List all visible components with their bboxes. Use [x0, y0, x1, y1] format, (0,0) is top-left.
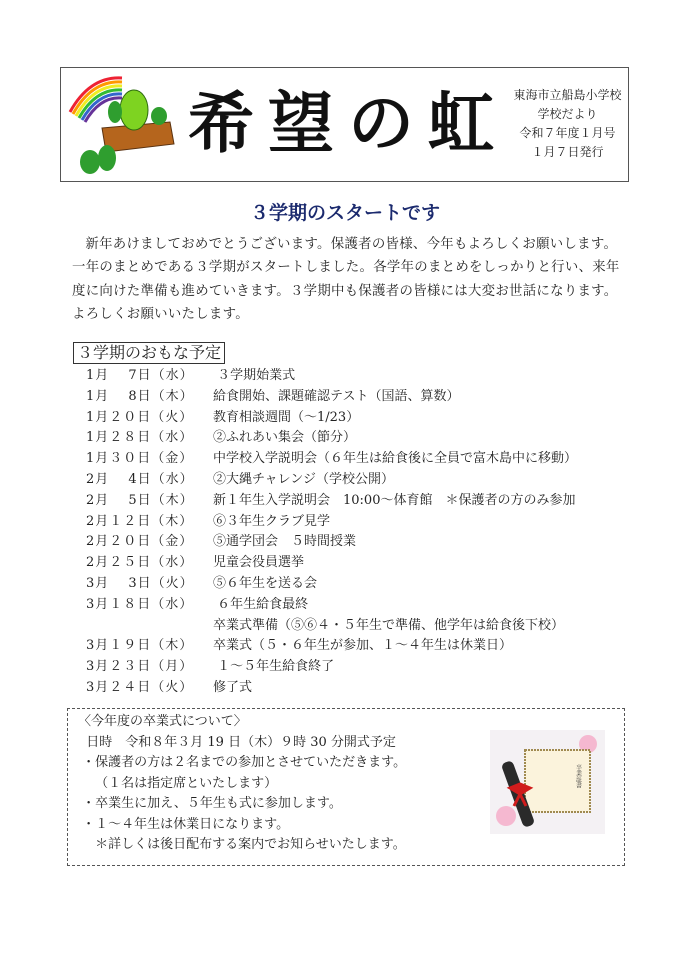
schedule-row: [86, 387, 577, 408]
schedule-event: 給食開始、課題確認テスト（国語、算数）: [213, 388, 460, 404]
schedule-date: 2月 4日（水）: [86, 471, 194, 487]
schedule-event: ②大縄チャレンジ（学校公開）: [213, 471, 394, 487]
mascot-icon: [120, 90, 148, 130]
schedule-row: [86, 470, 577, 491]
schedule-list: [86, 366, 577, 699]
notice-line: ・保護者の方は２名までの参加とさせていただきます。: [78, 755, 407, 770]
schedule-event: 卒業式（５・６年生が参加、１～４年生は休業日）: [213, 638, 513, 654]
schedule-date: 3月２３日（月）: [86, 659, 194, 675]
schedule-event: 児童会役員選挙: [213, 555, 305, 571]
schedule-row: [86, 366, 577, 387]
notice-line: 日時 令和８年３月 19 日（木）９時 30 分開式予定: [78, 734, 396, 750]
notice-line: ・１～４年生は休業日になります。: [78, 816, 290, 832]
schedule-event: ６年生給食最終: [213, 596, 309, 612]
schedule-event: 卒業式準備（⑤⑥４・５年生で準備、他学年は給食後下校）: [213, 617, 565, 633]
masthead-info: [505, 86, 630, 162]
newsletter-title: 希望の虹: [188, 84, 508, 162]
schedule-row: [86, 408, 577, 429]
diploma-illustration: [490, 730, 605, 834]
issue-label: 令和７年度１月号: [519, 126, 616, 140]
schedule-date: 1月２８日（水）: [86, 430, 194, 446]
schedule-row: [86, 636, 577, 657]
schedule-event: ②ふれあい集会（節分）: [213, 430, 357, 446]
article-heading: ３学期のスタートです: [249, 202, 440, 224]
schedule-event: 中学校入学説明会（６年生は給食後に全員で富木島中に移動）: [213, 451, 578, 467]
schedule-row: [86, 616, 577, 637]
publish-date: １月７日発行: [531, 145, 604, 159]
graduation-notice: [78, 712, 406, 856]
diploma-label: 卒業証書: [574, 764, 582, 788]
notice-line: （１名は指定席といたします）: [78, 775, 278, 791]
notice-line: ・卒業生に加え、５年生も式に参加します。: [78, 796, 342, 811]
schedule-row: [86, 678, 577, 699]
schedule-row: [86, 491, 577, 512]
newsletter-name: 学校だより: [537, 107, 598, 121]
schedule-row: [86, 512, 577, 533]
schedule-date: 2月２０日（金）: [86, 534, 194, 550]
school-name: 東海市立船島小学校: [513, 88, 622, 102]
schedule-date: 2月 5日（木）: [86, 492, 194, 508]
schedule-event: 新１年生入学説明会 10:00～体育館 ＊保護者の方のみ参加: [213, 492, 576, 508]
schedule-date: 2月１２日（木）: [86, 513, 194, 529]
schedule-event: ⑤通学団会 ５時間授業: [213, 534, 357, 550]
frog-icon: [98, 145, 116, 171]
schedule-date: 3月２４日（火）: [86, 679, 194, 695]
schedule-date: 2月２５日（水）: [86, 555, 194, 571]
schedule-event: 教育相談週間（～1/23）: [213, 409, 360, 425]
frog-icon: [108, 101, 122, 123]
schedule-row: [86, 449, 577, 470]
schedule-event: ⑥３年生クラブ見学: [213, 513, 331, 529]
schedule-date: 1月２０日（火）: [86, 409, 194, 425]
schedule-title: ３学期のおもな予定: [73, 342, 225, 364]
notice-line: ＊詳しくは後日配布する案内でお知らせいたします。: [78, 837, 406, 852]
intro-paragraph: 新年あけましておめでとうございます。保護者の皆様、今年もよろしくお願いします。一年のまとめである３学期がスタートしました。各学年のまとめをしっかりと行い、来年度に向けた準備も進めていきます。３学期中も保護者の皆様には大変お世話になります。よろしくお願いいたします。: [72, 237, 620, 322]
frog-icon: [151, 107, 167, 125]
notice-title: 〈今年度の卒業式について〉: [78, 714, 247, 729]
schedule-row: [86, 574, 577, 595]
schedule-row: [86, 595, 577, 616]
schedule-row: [86, 657, 577, 678]
schedule-row: [86, 532, 577, 553]
schedule-event: ⑤６年生を送る会: [213, 575, 318, 591]
schedule-date: 1月３０日（金）: [86, 451, 194, 467]
schedule-date: 1月 7日（水）: [86, 368, 194, 383]
schedule-row: [86, 553, 577, 574]
schedule-date: [86, 616, 213, 637]
schedule-event: １～５年生給食終了: [213, 659, 335, 675]
schedule-date: 3月１８日（水）: [86, 596, 194, 612]
schedule-event: ３学期始業式: [213, 368, 296, 383]
schedule-date: 3月１９日（木）: [86, 638, 194, 654]
frog-icon: [80, 150, 100, 174]
schedule-row: [86, 428, 577, 449]
schedule-event: 修了式: [213, 679, 253, 695]
schedule-date: 3月 3日（火）: [86, 575, 194, 591]
schedule-date: 1月 8日（木）: [86, 388, 194, 404]
mascot-illustration: [62, 70, 187, 180]
